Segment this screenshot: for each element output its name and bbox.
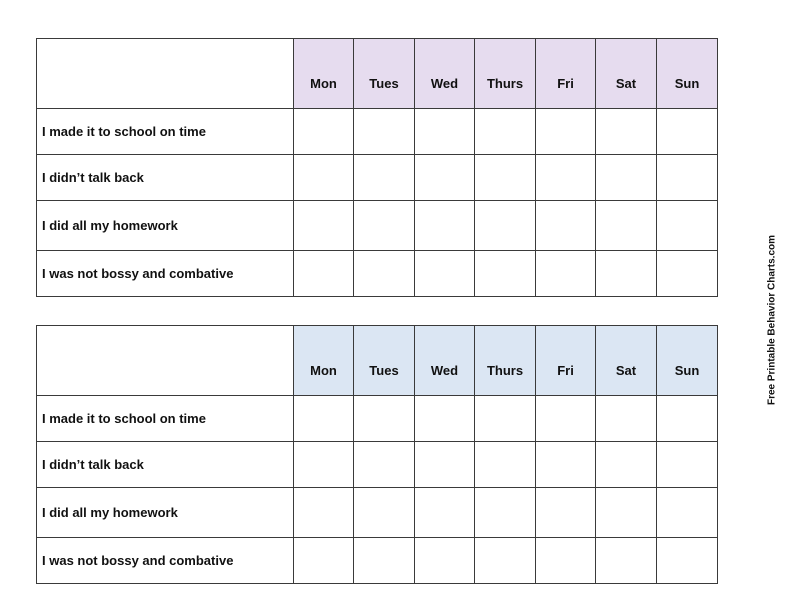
check-cell (475, 396, 536, 442)
check-cell (294, 155, 354, 201)
day-header-thurs: Thurs (475, 39, 536, 109)
check-cell (475, 201, 536, 251)
check-cell (657, 109, 718, 155)
day-header-row (37, 39, 718, 109)
day-header-sat: Sat (596, 39, 657, 109)
check-cell (415, 538, 475, 584)
check-cell (536, 201, 596, 251)
check-cell (657, 538, 718, 584)
side-caption: Free Printable Behavior Charts.com (766, 234, 778, 406)
check-cell (475, 155, 536, 201)
check-cell (536, 488, 596, 538)
check-cell (354, 488, 415, 538)
behavior-row (37, 251, 718, 297)
day-header-sat: Sat (596, 326, 657, 396)
check-cell (415, 201, 475, 251)
behavior-row (37, 155, 718, 201)
behavior-label: I made it to school on time (37, 109, 294, 155)
check-cell (415, 109, 475, 155)
corner-cell (37, 39, 294, 109)
check-cell (475, 442, 536, 488)
check-cell (354, 155, 415, 201)
check-cell (657, 442, 718, 488)
behavior-row (37, 488, 718, 538)
check-cell (596, 538, 657, 584)
day-header-fri: Fri (536, 326, 596, 396)
check-cell (536, 155, 596, 201)
check-cell (657, 488, 718, 538)
check-cell (354, 201, 415, 251)
behavior-label: I did all my homework (37, 488, 294, 538)
check-cell (475, 109, 536, 155)
behavior-label: I was not bossy and combative (37, 251, 294, 297)
check-cell (536, 251, 596, 297)
behavior-label: I did all my homework (37, 201, 294, 251)
check-cell (536, 538, 596, 584)
check-cell (415, 488, 475, 538)
check-cell (475, 488, 536, 538)
behavior-row (37, 201, 718, 251)
check-cell (415, 155, 475, 201)
check-cell (354, 396, 415, 442)
check-cell (596, 251, 657, 297)
behavior-chart-1 (36, 38, 718, 297)
day-header-mon: Mon (294, 326, 354, 396)
day-header-tues: Tues (354, 326, 415, 396)
check-cell (596, 201, 657, 251)
behavior-row (37, 442, 718, 488)
behavior-chart-2 (36, 325, 718, 584)
day-header-mon: Mon (294, 39, 354, 109)
day-header-tues: Tues (354, 39, 415, 109)
behavior-label: I was not bossy and combative (37, 538, 294, 584)
day-header-wed: Wed (415, 326, 475, 396)
day-header-thurs: Thurs (475, 326, 536, 396)
check-cell (475, 251, 536, 297)
day-header-row (37, 326, 718, 396)
check-cell (596, 155, 657, 201)
check-cell (354, 251, 415, 297)
check-cell (294, 201, 354, 251)
check-cell (536, 442, 596, 488)
check-cell (536, 109, 596, 155)
check-cell (596, 488, 657, 538)
day-header-fri: Fri (536, 39, 596, 109)
check-cell (415, 396, 475, 442)
day-header-sun: Sun (657, 39, 718, 109)
check-cell (536, 396, 596, 442)
day-header-sun: Sun (657, 326, 718, 396)
behavior-label: I didn’t talk back (37, 442, 294, 488)
check-cell (657, 396, 718, 442)
corner-cell (37, 326, 294, 396)
check-cell (596, 109, 657, 155)
check-cell (657, 155, 718, 201)
behavior-row (37, 109, 718, 155)
check-cell (415, 442, 475, 488)
check-cell (294, 251, 354, 297)
check-cell (294, 109, 354, 155)
check-cell (354, 109, 415, 155)
check-cell (294, 396, 354, 442)
behavior-row (37, 396, 718, 442)
behavior-label: I didn’t talk back (37, 155, 294, 201)
check-cell (475, 538, 536, 584)
behavior-row (37, 538, 718, 584)
day-header-wed: Wed (415, 39, 475, 109)
check-cell (415, 251, 475, 297)
check-cell (294, 538, 354, 584)
check-cell (294, 442, 354, 488)
check-cell (596, 442, 657, 488)
check-cell (657, 201, 718, 251)
check-cell (294, 488, 354, 538)
behavior-label: I made it to school on time (37, 396, 294, 442)
check-cell (596, 396, 657, 442)
check-cell (354, 442, 415, 488)
check-cell (354, 538, 415, 584)
check-cell (657, 251, 718, 297)
